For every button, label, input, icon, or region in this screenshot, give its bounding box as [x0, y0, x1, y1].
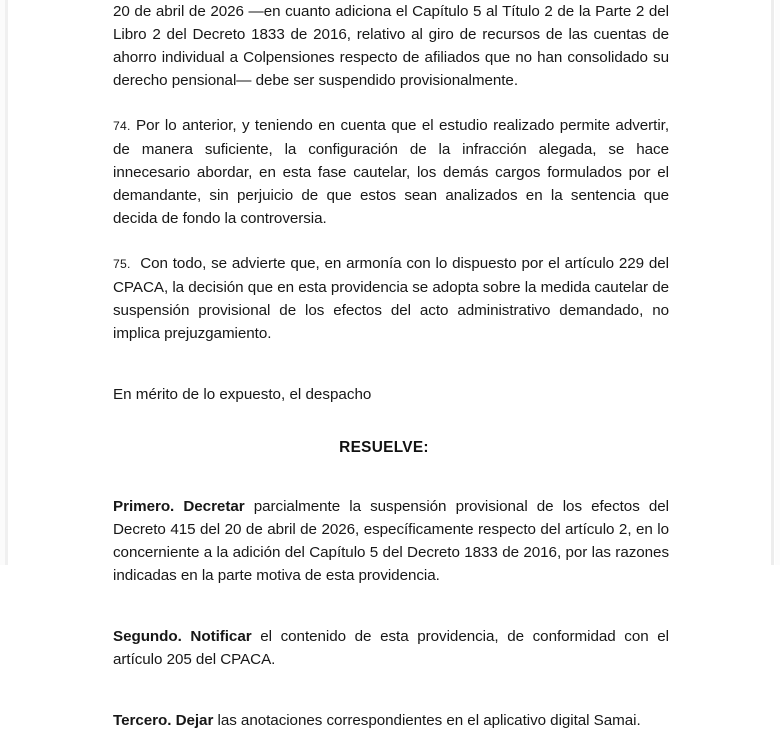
order-segundo — [113, 625, 669, 671]
resuelve-heading: RESUELVE: — [339, 439, 429, 456]
order-primero-lead: Primero. Decretar — [113, 498, 245, 515]
paragraph-75 — [113, 252, 669, 345]
order-primero — [113, 495, 669, 587]
paragraph-74-number: 74. — [113, 119, 131, 133]
page-edge-left — [5, 0, 8, 565]
order-primero-body: parcialmente la suspensión provisional de los efectos del Decreto 415 del 20 de abril de 2026, específicamente respecto del artículo 2, en lo concerniente a la adición del Capítulo 5 del Decreto 1833 de 2016, por las razones indicadas en la parte motiva de esta providencia. — [113, 498, 670, 584]
document-body — [113, 0, 669, 732]
spacer-before-segundo — [113, 609, 669, 625]
spacer-after-resuelve — [113, 459, 669, 495]
order-tercero — [113, 709, 669, 732]
page-edge-right-outer — [775, 0, 780, 565]
closing-line: En mérito de lo expuesto, el despacho — [113, 386, 372, 403]
paragraph-74-text: Por lo anterior, y teniendo en cuenta que el estudio realizado permite advertir, de manera suficiente, la configuración de la infracción alegada, se hace innecesario abordar, en esta fase cautelar, los demás cargos formulados por el demandante, sin perjuicio de que estos sean analizados en la sentencia que decida de fondo la controversia. — [113, 117, 670, 227]
page-edge-right — [771, 0, 774, 565]
paragraph-75-text: Con todo, se advierte que, en armonía con lo dispuesto por el artículo 229 del CPACA, la decisión que en esta providencia se adopta sobre la medida cautelar de suspensión provisional de los efectos del acto administrativo demandado, no implica prejuzgamiento. — [113, 255, 670, 342]
paragraph-continuation — [113, 0, 669, 92]
order-tercero-body: las anotaciones correspondientes en el aplicativo digital Samai. — [213, 712, 641, 729]
paragraph-75-number: 75. — [113, 257, 131, 271]
order-segundo-lead: Segundo. Notificar — [113, 628, 252, 645]
order-tercero-lead: Tercero. Dejar — [113, 712, 214, 729]
paragraph-continuation-text: 20 de abril de 2026 —en cuanto adiciona el Capítulo 5 al Título 2 de la Parte 2 del Libro 2 del Decreto 1833 de 2016, relativo al giro de recursos de las cuentas de ahorro individual a Colpensiones respecto de afiliados que no han consolidado su derecho pensional— debe ser suspendido provisionalmente. — [113, 3, 669, 89]
spacer-before-resuelve — [113, 406, 669, 436]
spacer-before-closing — [113, 367, 669, 383]
spacer-before-tercero — [113, 693, 669, 709]
order-segundo-body: el contenido de esta providencia, de conformidad con el artículo 205 del CPACA. — [113, 628, 670, 668]
paragraph-74 — [113, 114, 669, 230]
